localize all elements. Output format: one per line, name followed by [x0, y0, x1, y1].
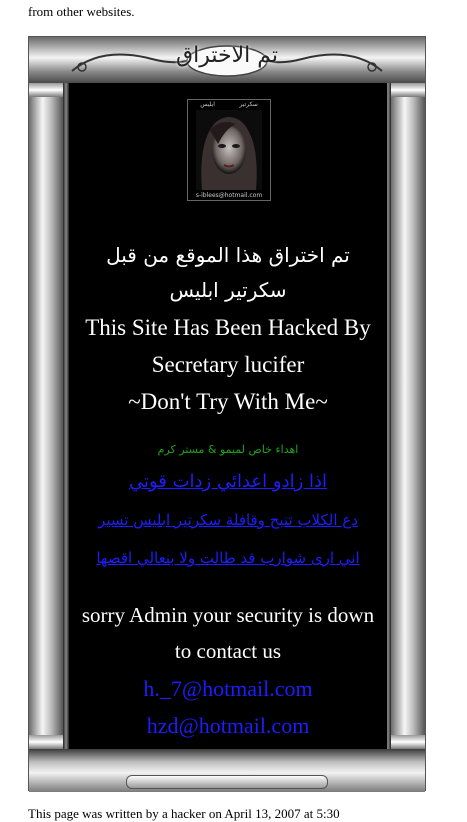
- left-pillar: [29, 83, 63, 749]
- banner-title: تم الاختراق: [176, 43, 278, 68]
- right-pillar-cap: [391, 83, 425, 97]
- ornamental-header: [29, 37, 425, 83]
- ornamental-footer: [29, 749, 425, 792]
- message-panel: [69, 83, 387, 749]
- top-note: from other websites.: [28, 4, 135, 19]
- defacement-frame: [28, 36, 426, 791]
- arabic-hacked-line: تم اختراق هذا الموقع من قبل: [106, 243, 350, 267]
- arabic-link-2[interactable]: دع الكلاب تنبح وقافلة سكرتير ابليس تسير: [98, 511, 358, 529]
- security-message: sorry Admin your security is down: [81, 603, 375, 627]
- contact-heading: to contact us: [174, 639, 282, 663]
- hacker-portrait: [187, 99, 271, 201]
- dedication-text: اهداء خاص لميمو & مستر كرم: [157, 443, 299, 456]
- right-pillar: [391, 83, 425, 749]
- footer-ornament: [126, 775, 328, 789]
- left-pillar-cap: [29, 83, 63, 97]
- warning-line: ~Don't Try With Me~: [128, 389, 328, 414]
- woman-face-icon: [196, 110, 262, 190]
- portrait-caption: s-iblees@hotmail.com: [195, 192, 263, 199]
- arabic-signature-line: سكرتير ابليس: [169, 278, 287, 302]
- arabic-link-1[interactable]: اذا زادو اعدائي زدات قوتي: [128, 471, 328, 492]
- left-pillar-base: [29, 735, 63, 749]
- english-hacked-line: This Site Has Been Hacked By: [85, 315, 371, 340]
- portrait-label-left: ابليس: [200, 101, 215, 108]
- portrait-label-right: سكرتير: [239, 101, 258, 108]
- bottom-note: This page was written by a hacker on April 13, 2007 at 5:30: [28, 806, 340, 821]
- arabic-link-3[interactable]: اني ارى شوارب قد طالت ولا بنعالي اقصها: [96, 549, 360, 567]
- email-link-1[interactable]: h._7@hotmail.com: [143, 676, 313, 701]
- email-link-2[interactable]: hzd@hotmail.com: [146, 713, 310, 738]
- english-signature-line: Secretary lucifer: [151, 352, 305, 377]
- right-pillar-base: [391, 735, 425, 749]
